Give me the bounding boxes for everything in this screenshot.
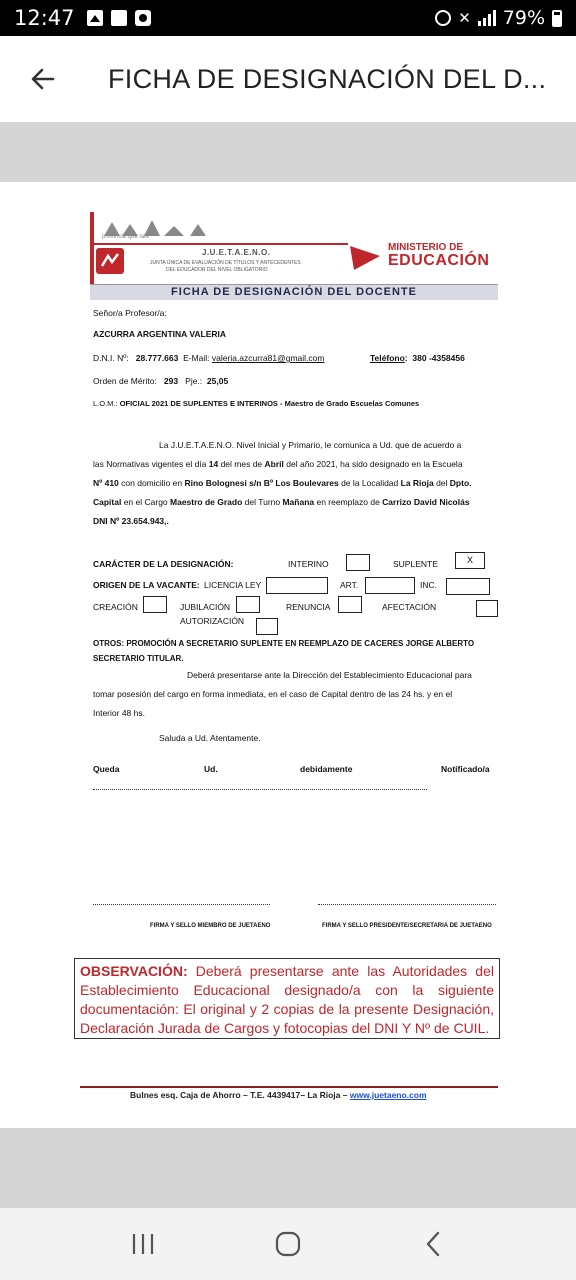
ministry-line-2: EDUCACIÓN (388, 252, 490, 269)
notified-word-4: Notificado/a (441, 764, 490, 774)
otros-line-1: OTROS: PROMOCIÓN A SECRETARIO SUPLENTE EN REEMPLAZO DE CACERES JORGE ALBERTO (93, 639, 475, 648)
interino-checkbox[interactable] (346, 554, 370, 571)
home-icon (274, 1230, 302, 1258)
renuncia-label: RENUNCIA (286, 602, 331, 612)
teacher-name: AZCURRA ARGENTINA VALERIA (93, 329, 227, 339)
arrow-left-icon (29, 65, 57, 93)
signal-icon (478, 10, 496, 26)
observation-label: OBSERVACIÓN: (80, 963, 188, 979)
notified-dotted-line (93, 789, 427, 790)
score-value: 25,05 (206, 376, 229, 386)
art-label: ART. (340, 580, 359, 590)
score-label: Pje.: (185, 376, 203, 386)
signature-label-left: FIRMA Y SELLO MIEMBRO DE JUETAENO (150, 923, 271, 929)
gallery-notification-icon (87, 10, 103, 26)
record-notification-icon (135, 10, 151, 26)
app-bar (0, 36, 576, 122)
back-icon (423, 1230, 443, 1258)
jubilacion-checkbox[interactable] (236, 596, 260, 613)
battery-icon (552, 10, 562, 27)
footer-line (80, 1086, 498, 1088)
email-label: E-Mail: (183, 353, 210, 363)
afectacion-checkbox[interactable] (476, 600, 498, 617)
jubilacion-label: JUBILACIÓN (180, 602, 231, 612)
signature-label-right: FIRMA Y SELLO PRESIDENTE/SECRETARIA DE JUETAENO (322, 923, 492, 929)
footer (130, 1090, 427, 1100)
header-red-line (90, 243, 348, 245)
app-notification-icon (111, 10, 127, 26)
art-field[interactable] (365, 577, 415, 594)
recents-icon (130, 1232, 156, 1256)
ministry-line-1: MINISTERIO DE (388, 242, 464, 253)
org-line-1: JUNTA ÚNICA DE EVALUACIÓN DE TÍTULOS Y ANTECEDENTES (150, 260, 301, 266)
inc-label: INC. (420, 580, 437, 590)
dni-row (93, 353, 324, 364)
email-value[interactable]: valeria.azcurra81@gmail.com (211, 353, 325, 363)
observation-box (74, 958, 500, 1039)
caracter-label: CARÁCTER DE LA DESIGNACIÓN: (93, 559, 234, 569)
ministry-logo (348, 240, 498, 284)
mute-icon: ✕ (458, 9, 471, 27)
juetaeno-logo-icon (96, 248, 124, 274)
org-name: J.U.E.T.A.E.N.O. (202, 248, 271, 257)
origen-label: ORIGEN DE LA VACANTE: (93, 580, 200, 590)
observation-text: Deberá presentarse ante las Autoridades del Establecimiento Educacional designado/a con la siguiente documentación: El original y 2 copias de la presente Designación, Declaración Jurada de Cargos y fotocopias del DNI Y Nº de CUIL. (80, 963, 494, 1036)
org-line-2: DEL EDUCADOR DEL NIVEL OBLIGATORIO (166, 267, 268, 273)
notified-word-3: debidamente (300, 764, 353, 774)
ministry-mark-icon (350, 242, 386, 272)
document-header (90, 212, 498, 298)
signature-line-left (93, 904, 270, 905)
body-line-3: Nº 410 con domicilio en Rino Bolognesi s/n Bº Los Boulevares de la Localidad La Rioja del Dpto. (93, 478, 472, 488)
notified-word-2: Ud. (204, 764, 218, 774)
header-red-bar (90, 212, 94, 284)
notified-word-1: Queda (93, 764, 120, 774)
creacion-checkbox[interactable] (143, 596, 167, 613)
phone-value: 380 -4358456 (412, 353, 465, 363)
logo-subtitle: provincia que late (102, 234, 150, 240)
signature-line-right (318, 904, 496, 905)
document-page[interactable] (0, 182, 576, 1128)
body-paragraph (93, 436, 497, 531)
presentarse-paragraph (93, 666, 497, 723)
alarm-icon (435, 10, 451, 26)
closing: Saluda a Ud. Atentamente. (159, 733, 261, 743)
otros-line-2: SECRETARIO TITULAR. (93, 654, 184, 663)
recents-button[interactable] (113, 1214, 173, 1274)
form-title-band: FICHA DE DESIGNACIÓN DEL DOCENTE (90, 284, 498, 300)
presentarse-line-2: tomar posesión del cargo en forma inmediata, en el caso de Capital dentro de las 24 hs. y en el (93, 689, 453, 699)
body-line-1: La J.U.E.T.A.E.N.O. Nivel Inicial y Primario, le comunica a Ud. que de acuerdo a (159, 440, 462, 450)
lom-value: OFICIAL 2021 DE SUPLENTES E INTERINOS - Maestro de Grado Escuelas Comunes (119, 399, 420, 408)
lom-row (93, 398, 419, 409)
body-line-5: DNI Nº 23.654.943,. (93, 516, 169, 526)
presentarse-line-1: Deberá presentarse ante la Dirección del Establecimiento Educacional para (187, 670, 472, 680)
phone-row: Teléfono: 380 -4358456 (370, 353, 465, 363)
merit-label: Orden de Mérito: (93, 376, 157, 386)
status-time: 12:47 (14, 6, 75, 30)
licencia-label: LICENCIA LEY (204, 580, 262, 590)
afectacion-label: AFECTACIÓN (382, 602, 437, 612)
autorizacion-label: AUTORIZACIÓN (180, 616, 245, 626)
licencia-field[interactable] (266, 577, 328, 594)
system-nav-bar (0, 1208, 576, 1280)
status-bar (0, 0, 576, 36)
body-line-4: Capital en el Cargo Maestro de Grado del Turno Mañana en reemplazo de Carrizo David Nicolás (93, 497, 470, 507)
nav-back-button[interactable] (403, 1214, 463, 1274)
dni-label: D.N.I. Nº: (93, 353, 129, 363)
creacion-label: CREACIÓN (93, 602, 138, 612)
home-button[interactable] (258, 1214, 318, 1274)
presentarse-line-3: Interior 48 hs. (93, 708, 145, 718)
footer-link[interactable]: www.juetaeno.com (349, 1090, 427, 1100)
document-title: FICHA DE DESIGNACIÓN DEL D... (108, 63, 547, 94)
suplente-label: SUPLENTE (393, 559, 438, 569)
body-line-2: las Normativas vigentes el día 14 del mes de Abril del año 2021, ha sido designado en la Escuela (93, 459, 463, 469)
suplente-checkbox[interactable]: X (455, 552, 485, 569)
inc-field[interactable] (446, 578, 490, 595)
back-button[interactable] (0, 36, 86, 122)
viewer-background-top (0, 122, 576, 182)
salutation: Señor/a Profesor/a: (93, 308, 167, 318)
autorizacion-checkbox[interactable] (256, 618, 278, 635)
lom-label: L.O.M.: (93, 399, 118, 408)
status-right (435, 7, 562, 29)
viewer-background-bottom (0, 1128, 576, 1208)
battery-percent: 79% (502, 7, 545, 29)
merit-row (93, 376, 228, 387)
merit-value: 293 (163, 376, 179, 386)
footer-text: Bulnes esq. Caja de Ahorro – T.E. 4439417– La Rioja – (130, 1090, 350, 1100)
phone-label: Teléfono (370, 353, 405, 363)
dni-value: 28.777.663 (135, 353, 179, 363)
interino-label: INTERINO (288, 559, 329, 569)
renuncia-checkbox[interactable] (338, 596, 362, 613)
